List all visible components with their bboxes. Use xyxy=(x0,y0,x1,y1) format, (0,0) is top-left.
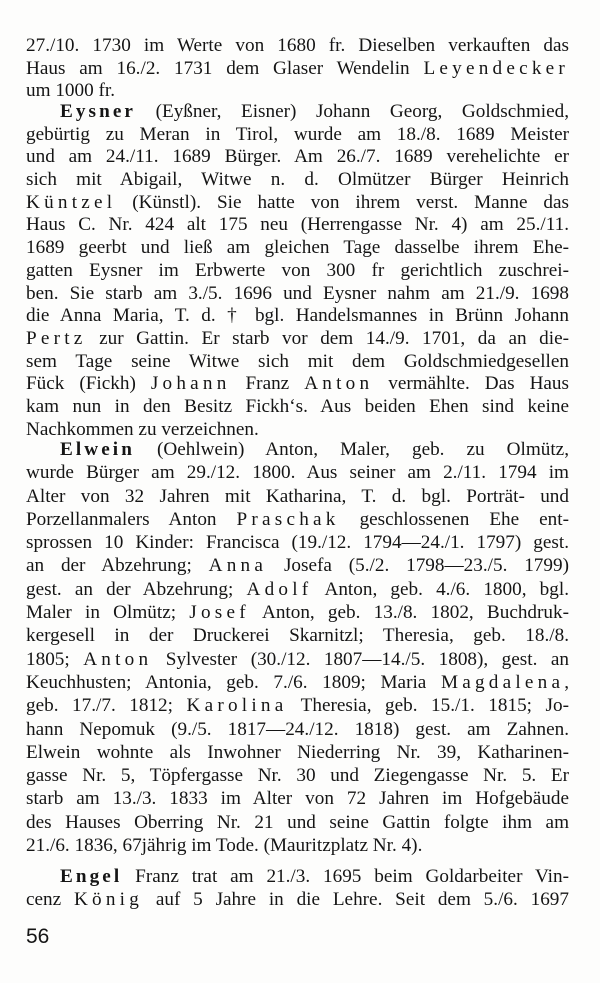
text-run: des Hauses Oberring Nr. 21 und seine Gattin folgte ihm am xyxy=(26,811,569,833)
spaced-name: Josef xyxy=(189,602,250,624)
text-line xyxy=(26,101,569,124)
text-run: Fück (Fickh) xyxy=(26,373,151,395)
text-line xyxy=(26,718,569,741)
entry-surname: Eysner xyxy=(60,101,136,122)
text-line xyxy=(26,214,569,237)
text-run: Nachkommen zu verzeichnen. xyxy=(26,418,259,440)
page-number: 56 xyxy=(26,925,50,948)
text-line xyxy=(26,811,569,834)
text-line xyxy=(26,283,569,306)
text-run: 1805; xyxy=(26,648,84,670)
spaced-name: Adolf xyxy=(246,578,313,600)
text-run: auf 5 Jahre in die Lehre. Seit dem 5./6. 1697 xyxy=(143,889,569,911)
text-line xyxy=(26,80,569,103)
text-run: Haus C. Nr. 424 alt 175 neu (Herrengasse Nr. 4) am 25./11. xyxy=(26,214,569,236)
text-run: Franz trat am 21./3. 1695 beim Goldarbeiter Vin- xyxy=(122,866,569,887)
text-run: kam nun in den Besitz Fickh‘s. Aus beiden Ehen sind keine xyxy=(26,395,569,417)
spaced-name: Anton xyxy=(83,648,153,670)
text-run: (Eyßner, Eisner) Johann Georg, Goldschmied, xyxy=(136,101,569,122)
spaced-name: Küntzel xyxy=(26,191,117,213)
entry-surname: Engel xyxy=(60,866,123,887)
text-run: Keuchhusten; Antonia, geb. 7./6. 1809; Maria xyxy=(26,671,441,693)
text-line xyxy=(26,192,569,215)
text-line xyxy=(26,396,569,419)
text-line xyxy=(26,373,569,396)
text-line xyxy=(26,485,569,508)
text-run: sich mit Abigail, Witwe n. d. Olmützer Bürger Heinrich xyxy=(26,169,569,191)
text-line xyxy=(26,648,569,671)
text-run: (Künstl). Sie hatte von ihrem verst. Manne das xyxy=(116,191,569,213)
text-line xyxy=(26,624,569,647)
text-run: Theresia, geb. 15./1. 1815; Jo- xyxy=(287,695,569,717)
text-run: geschlossenen Ehe ent- xyxy=(339,508,569,530)
spaced-name: Leyendecker xyxy=(423,57,569,79)
text-run: kergesell in der Druckerei Skarnitzl; Theresia, geb. 18./8. xyxy=(26,625,569,647)
text-line xyxy=(26,578,569,601)
text-run: Sylvester (30./12. 1807—14./5. 1808), gest. an xyxy=(152,648,569,670)
text-line xyxy=(26,260,569,283)
text-run: Franz xyxy=(230,373,305,395)
spaced-name: Anton xyxy=(304,373,374,395)
spaced-name: Karolina xyxy=(186,695,288,717)
text-run: sem Tage seine Witwe sich mit dem Goldschmiedgesellen xyxy=(26,350,569,372)
paragraph-entry xyxy=(26,438,569,857)
text-run: wurde Bürger am 29./12. 1800. Aus seiner am 2./11. 1794 im xyxy=(26,462,569,484)
text-run: die Anna Maria, T. d. † bgl. Handelsmannes in Brünn Johann xyxy=(26,305,569,327)
text-run: gebürtig zu Meran in Tirol, wurde am 18./8. 1689 Meister xyxy=(26,123,569,145)
text-run: ben. Sie starb am 3./5. 1696 und Eysner nahm am 21./9. 1698 xyxy=(26,282,569,304)
spaced-name: Praschak xyxy=(236,508,340,530)
spaced-name: König xyxy=(73,889,144,911)
text-run: Porzellanmalers Anton xyxy=(26,508,237,530)
text-run: zur Gattin. Er starb vor dem 14./9. 1701, da an die- xyxy=(86,327,569,349)
text-line xyxy=(26,554,569,577)
text-run: gest. an der Abzehrung; xyxy=(26,578,247,600)
text-run: cenz xyxy=(26,889,74,911)
text-run: sprossen 10 Kinder: Francisca (19./12. 1794—24./1. 1797) gest. xyxy=(26,532,569,554)
text-line xyxy=(26,531,569,554)
spaced-name: Johann xyxy=(150,373,231,395)
text-line xyxy=(26,124,569,147)
text-run: 21./6. 1836, 67jährig im Tode. (Mauritzplatz Nr. 4). xyxy=(26,835,423,857)
text-line xyxy=(26,328,569,351)
text-line xyxy=(26,601,569,624)
text-line xyxy=(26,461,569,484)
text-run: und am 24./11. 1689 Bürger. Am 26./7. 1689 verehelichte er xyxy=(26,146,569,168)
text-run: an der Abzehrung; xyxy=(26,555,209,577)
text-line xyxy=(26,787,569,810)
text-run: (Oehlwein) Anton, Maler, geb. zu Olmütz, xyxy=(134,439,569,460)
text-line xyxy=(26,169,569,192)
paragraph-entry xyxy=(26,101,569,441)
text-line xyxy=(26,694,569,717)
text-line xyxy=(26,865,569,888)
text-line xyxy=(26,351,569,374)
paragraph-entry xyxy=(26,865,569,912)
text-run: gatten Eysner im Erbwerte von 300 fr gerichtlich zuschrei- xyxy=(26,259,569,281)
text-run: 27./10. 1730 im Werte von 1680 fr. Dieselben verkauften das xyxy=(26,35,569,56)
text-line xyxy=(26,671,569,694)
entry-surname: Elwein xyxy=(60,439,135,460)
text-run: gasse Nr. 5, Töpfergasse Nr. 30 und Ziegengasse Nr. 5. Er xyxy=(26,765,569,787)
text-line xyxy=(26,888,569,911)
text-run: Anton, geb. 4./6. 1800, bgl. xyxy=(312,578,569,600)
text-run: , xyxy=(564,671,569,693)
paragraph-continuation xyxy=(26,35,569,103)
text-line xyxy=(26,305,569,328)
text-run: starb am 13./3. 1833 im Alter von 72 Jahren im Hofgebäude xyxy=(26,788,569,810)
spaced-name: Magdalena xyxy=(440,671,565,693)
text-line xyxy=(26,146,569,169)
spaced-name: Anna xyxy=(208,555,268,577)
text-line xyxy=(26,508,569,531)
text-run: 1689 geerbt und ließ am gleichen Tage dasselbe ihrem Ehe- xyxy=(26,237,569,259)
text-run: Elwein wohnte als Inwohner Niederring Nr. 39, Katharinen- xyxy=(26,741,569,763)
text-run: Alter von 32 Jahren mit Katharina, T. d. bgl. Porträt- und xyxy=(26,485,569,507)
text-run: Haus am 16./2. 1731 dem Glaser Wendelin xyxy=(26,57,424,79)
text-line xyxy=(26,237,569,260)
text-line xyxy=(26,834,569,857)
text-run: vermählte. Das Haus xyxy=(373,373,569,395)
text-run: Maler in Olmütz; xyxy=(26,602,190,624)
text-line xyxy=(26,58,569,81)
spaced-name: Pertz xyxy=(26,327,87,349)
text-run: Anton, geb. 13./8. 1802, Buchdruk- xyxy=(249,602,569,624)
text-run: hann Nepomuk (9./5. 1817—24./12. 1818) gest. am Zahnen. xyxy=(26,718,569,740)
text-run: um 1000 fr. xyxy=(26,80,116,102)
text-line xyxy=(26,438,569,461)
text-run: geb. 17./7. 1812; xyxy=(26,695,187,717)
text-line xyxy=(26,764,569,787)
text-line xyxy=(26,741,569,764)
text-run: Josefa (5./2. 1798—23./5. 1799) xyxy=(267,555,569,577)
text-line xyxy=(26,35,569,58)
